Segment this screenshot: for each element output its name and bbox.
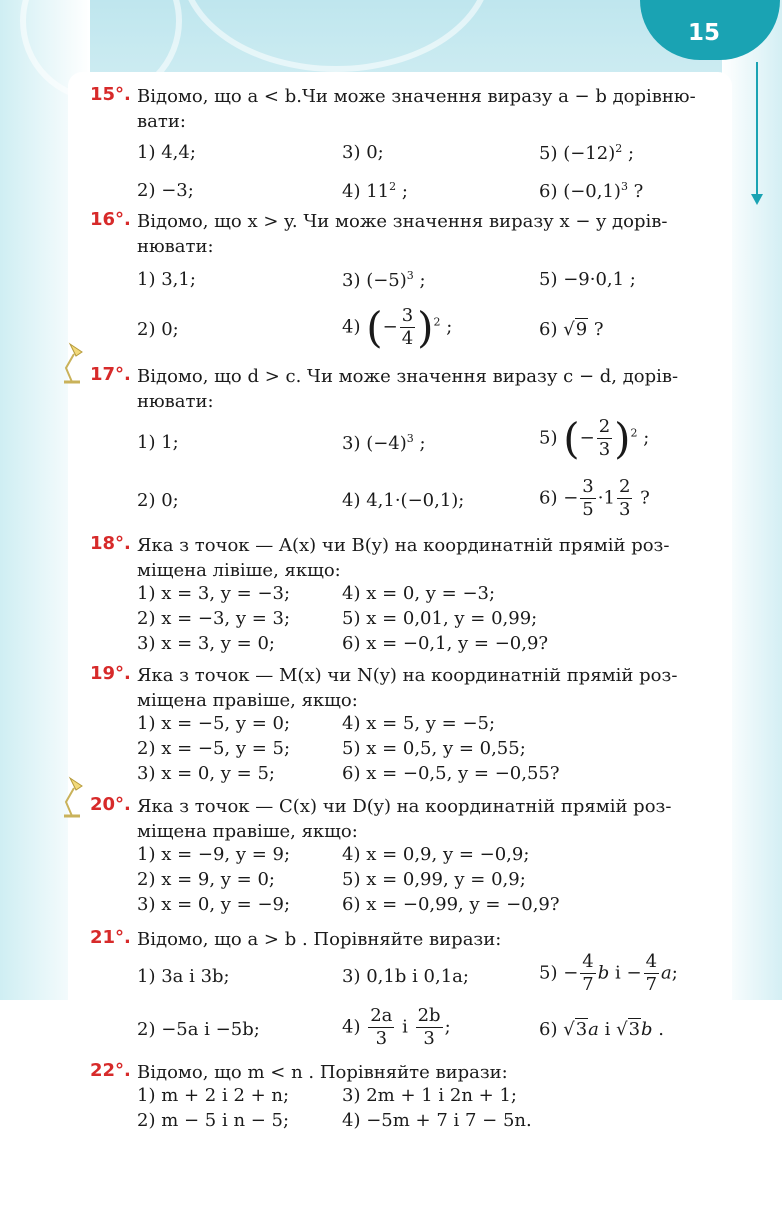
text-line: Відомо, що m < n . Порівняйте вирази: — [137, 1062, 508, 1083]
exercise-number: 19°. — [90, 663, 131, 684]
option: 5) − $\frac{4}{7}$ b і − $\frac{4}{7}$ a; — [539, 951, 678, 995]
option: 1) 3a і 3b; — [137, 966, 230, 987]
text-line: міщена правіше, якщо: — [137, 690, 358, 711]
exercise-text — [137, 84, 717, 134]
option: 3) 2m + 1 і 2n + 1; — [342, 1085, 517, 1106]
option: 6) √3a і √3b . — [539, 1019, 665, 1040]
option: 6) x = −0,1, y = −0,9? — [342, 633, 549, 654]
option: 2) x = −3, y = 3; — [137, 608, 291, 629]
option: 4) 4,1·(−0,1); — [342, 490, 465, 511]
exercise-text — [137, 209, 717, 259]
option: 2) m − 5 і n − 5; — [137, 1110, 290, 1131]
option: 6) x = −0,99, y = −0,9? — [342, 894, 560, 915]
option: 5) (− $\frac{2}{3}$ )$^2$ ; — [539, 414, 650, 463]
exercise-text — [137, 364, 717, 414]
option: 5) x = 0,5, y = 0,55; — [342, 738, 526, 759]
option: 1) x = −5, y = 0; — [137, 713, 291, 734]
exercise-text — [137, 533, 717, 583]
option: 2) x = −5, y = 5; — [137, 738, 291, 759]
option: 6) √9 ? — [539, 319, 604, 340]
option: 5) x = 0,01, y = 0,99; — [342, 608, 538, 629]
text-line: Відомо, що d > c. Чи може значення виразу c − d, дорів- — [137, 366, 679, 387]
option: 3) x = 3, y = 0; — [137, 633, 275, 654]
exercise-text — [137, 1060, 717, 1085]
option: 3) x = 0, y = 5; — [137, 763, 275, 784]
exercise-text — [137, 663, 717, 713]
text-line: Відомо, що x > y. Чи може значення виразу x − y дорів- — [137, 211, 668, 232]
option: 3) $(-5)^3$ ; — [342, 269, 426, 291]
text-line: міщена правіше, якщо: — [137, 821, 358, 842]
option: 3) x = 0, y = −9; — [137, 894, 291, 915]
exercise-number: 16°. — [90, 209, 131, 230]
text-line: Яка з точок — C(x) чи D(y) на координатній прямій роз- — [137, 796, 672, 817]
option: 2) −3; — [137, 180, 194, 201]
text-line: Яка з точок — A(x) чи B(y) на координатній прямій роз- — [137, 535, 670, 556]
option: 6) x = −0,5, y = −0,55? — [342, 763, 560, 784]
option: 4) x = 0,9, y = −0,9; — [342, 844, 530, 865]
exercise-number: 20°. — [90, 794, 131, 815]
exercise-number: 15°. — [90, 84, 131, 105]
option: 4) x = 5, y = −5; — [342, 713, 496, 734]
option: 6) − $\frac{3}{5}$ ·1 $\frac{2}{3}$ ? — [539, 476, 650, 520]
option: 1) 3,1; — [137, 269, 196, 290]
option: 5) −9·0,1 ; — [539, 269, 636, 290]
option: 2) −5a і −5b; — [137, 1019, 260, 1040]
text-line: нювати: — [137, 236, 214, 257]
option: 1) 4,4; — [137, 142, 196, 163]
option: 1) 1; — [137, 432, 179, 453]
option: 1) x = −9, y = 9; — [137, 844, 291, 865]
text-line: нювати: — [137, 391, 214, 412]
option: 6) $(-0,1)^3$ ? — [539, 180, 644, 202]
option: 3) 0; — [342, 142, 384, 163]
option: 4) $11^2$ ; — [342, 180, 408, 202]
option: 5) x = 0,99, y = 0,9; — [342, 869, 526, 890]
option: 4) x = 0, y = −3; — [342, 583, 496, 604]
option: 1) x = 3, y = −3; — [137, 583, 291, 604]
exercise-text — [137, 794, 717, 844]
option: 2) x = 9, y = 0; — [137, 869, 275, 890]
page-number: 15 — [688, 20, 721, 46]
exercise-number: 22°. — [90, 1060, 131, 1081]
text-line: Яка з точок — M(x) чи N(y) на координатній прямій роз- — [137, 665, 678, 686]
lamp-icon — [62, 776, 86, 820]
option: 2) 0; — [137, 319, 179, 340]
option: 2) 0; — [137, 490, 179, 511]
exercise-number: 17°. — [90, 364, 131, 385]
option: 4) $\frac{2a}{3}$ і $\frac{2b}{3}$ ; — [342, 1005, 451, 1049]
text-line: міщена лівіше, якщо: — [137, 560, 341, 581]
option: 4) (− $\frac{3}{4}$ )$^2$ ; — [342, 303, 453, 352]
exercise-number: 21°. — [90, 927, 131, 948]
margin-arrow-line — [756, 62, 758, 197]
exercise-text — [137, 927, 717, 952]
text-line: вати: — [137, 111, 186, 132]
exercise-number: 18°. — [90, 533, 131, 554]
option: 1) m + 2 і 2 + n; — [137, 1085, 290, 1106]
text-line: Відомо, що a < b.Чи може значення виразу a − b дорівню- — [137, 86, 696, 107]
lamp-icon — [62, 342, 86, 386]
option: 3) 0,1b і 0,1a; — [342, 966, 469, 987]
option: 3) $(-4)^3$ ; — [342, 432, 426, 454]
text-line: Відомо, що a > b . Порівняйте вирази: — [137, 929, 502, 950]
arrow-down-icon — [751, 194, 763, 205]
option: 5) $(-12)^2$ ; — [539, 142, 635, 164]
option: 4) −5m + 7 і 7 − 5n. — [342, 1110, 532, 1131]
